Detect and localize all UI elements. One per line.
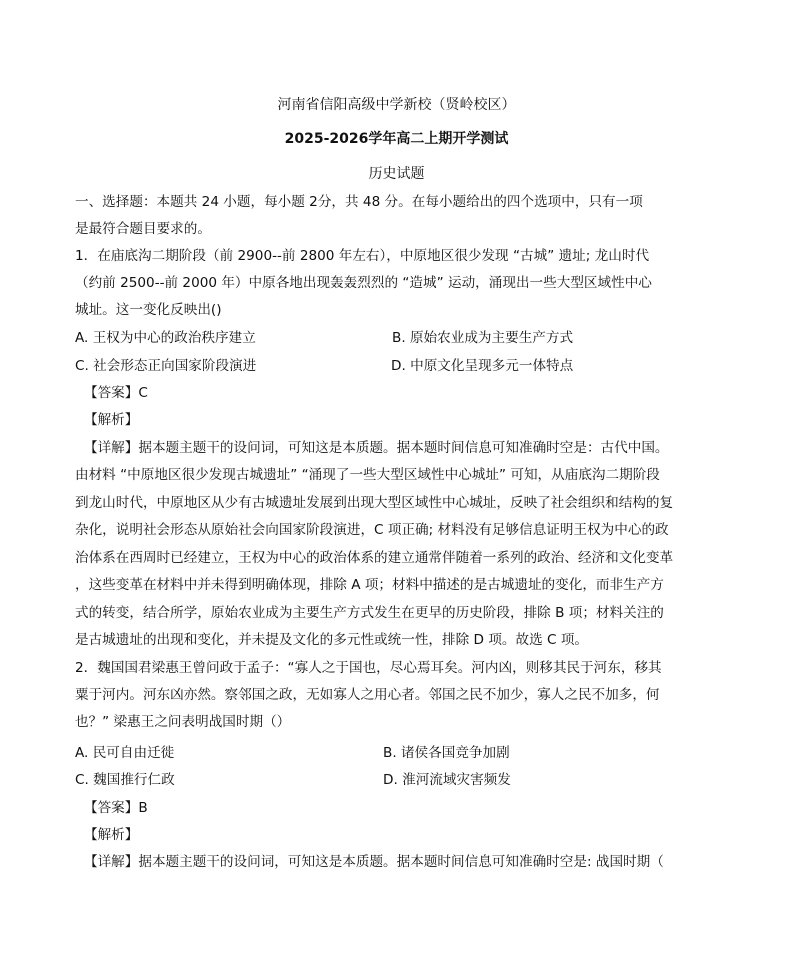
q2-option-c: C. 魏国推行仁政 [75,772,175,788]
q1-detail-line: 式的转变，结合所学，原始农业成为主要生产方式发生在更早的历史阶段，排除 B 项；材料关注的 [75,605,664,621]
subject-title: 历史试题 [368,166,425,182]
q2-stem-line3: 也？” 梁惠王之问表明战国时期（） [75,714,291,730]
q2-option-b: B. 诸侯各国竞争加剧 [383,745,510,761]
q1-option-d: D. 中原文化呈现多元一体特点 [391,358,574,374]
q2-option-d: D. 淮河流域灾害频发 [383,772,511,788]
q1-detail-line: 杂化，说明社会形态从原始社会向国家阶段演进，C 项正确; 材料没有足够信息证明王权为中心的政 [75,522,669,538]
q1-option-a: A. 王权为中心的政治秩序建立 [75,330,256,346]
q1-detail-line: 由材料 “中原地区很少发现古城遗址” “涌现了一些大型区域性中心城址” 可知，从庙底沟二期阶段 [75,467,660,483]
q2-detail-line: 【详解】据本题主题干的设问词，可知这是本质题。据本题时间信息可知准确时空是: 战国时期（ [84,854,664,870]
q1-detail-line: ，这些变革在材料中并未得到明确体现，排除 A 项；材料中描述的是古城遗址的变化，而非生产方 [75,577,664,593]
q1-answer: 【答案】C [84,385,148,401]
q1-analysis-label: 【解析】 [84,412,139,428]
q2-analysis-label: 【解析】 [84,827,139,843]
q1-detail-line: 到龙山时代，中原地区从少有古城遗址发展到出现大型区域性中心城址，反映了社会组织和结构的复 [75,495,674,511]
q1-detail-line: 治体系在西周时已经建立，王权为中心的政治体系的建立通常伴随着一系列的政治、经济和文化变革 [75,550,674,566]
school-title: 河南省信阳高级中学新校（贤岭校区） [277,97,516,113]
q1-detail-line: 【详解】据本题主题干的设问词，可知这是本质题。据本题时间信息可知准确时空是：古代中国。 [84,440,669,456]
q2-option-a: A. 民可自由迁徙 [75,745,175,761]
q1-stem-line3: 城址。这一变化反映出() [75,302,222,318]
section-instructions-line1: 一、选择题：本题共 24 小题，每小题 2分，共 48 分。在每小题给出的四个选项中，只有一项 [75,194,643,210]
q1-option-b: B. 原始农业成为主要生产方式 [392,330,574,346]
q2-answer: 【答案】B [84,800,148,816]
q2-stem-line1: 2．魏国国君梁惠王曾问政于孟子：“寡人之于国也，尽心焉耳矣。河内凶，则移其民于河东，移其 [75,660,662,676]
section-instructions-line2: 是最符合题目要求的。 [75,221,211,237]
q1-stem-line2: （约前 2500--前 2000 年）中原各地出现轰轰烈烈的 “造城” 运动，涌现出一些大型区域性中心 [75,275,652,291]
q1-option-c: C. 社会形态正向国家阶段演进 [75,358,257,374]
q1-stem-line1: 1．在庙底沟二期阶段（前 2900--前 2800 年左右），中原地区很少发现 “古城” 遗址; 龙山时代 [75,248,650,264]
q2-stem-line2: 粟于河内。河东凶亦然。察邻国之政，无如寡人之用心者。邻国之民不加少，寡人之民不加多，何 [75,687,660,703]
q1-detail-line: 是古城遗址的出现和变化，并未提及文化的多元性或统一性，排除 D 项。故选 C 项。 [75,632,589,648]
term-title: 2025-2026学年高二上期开学测试 [284,131,509,147]
